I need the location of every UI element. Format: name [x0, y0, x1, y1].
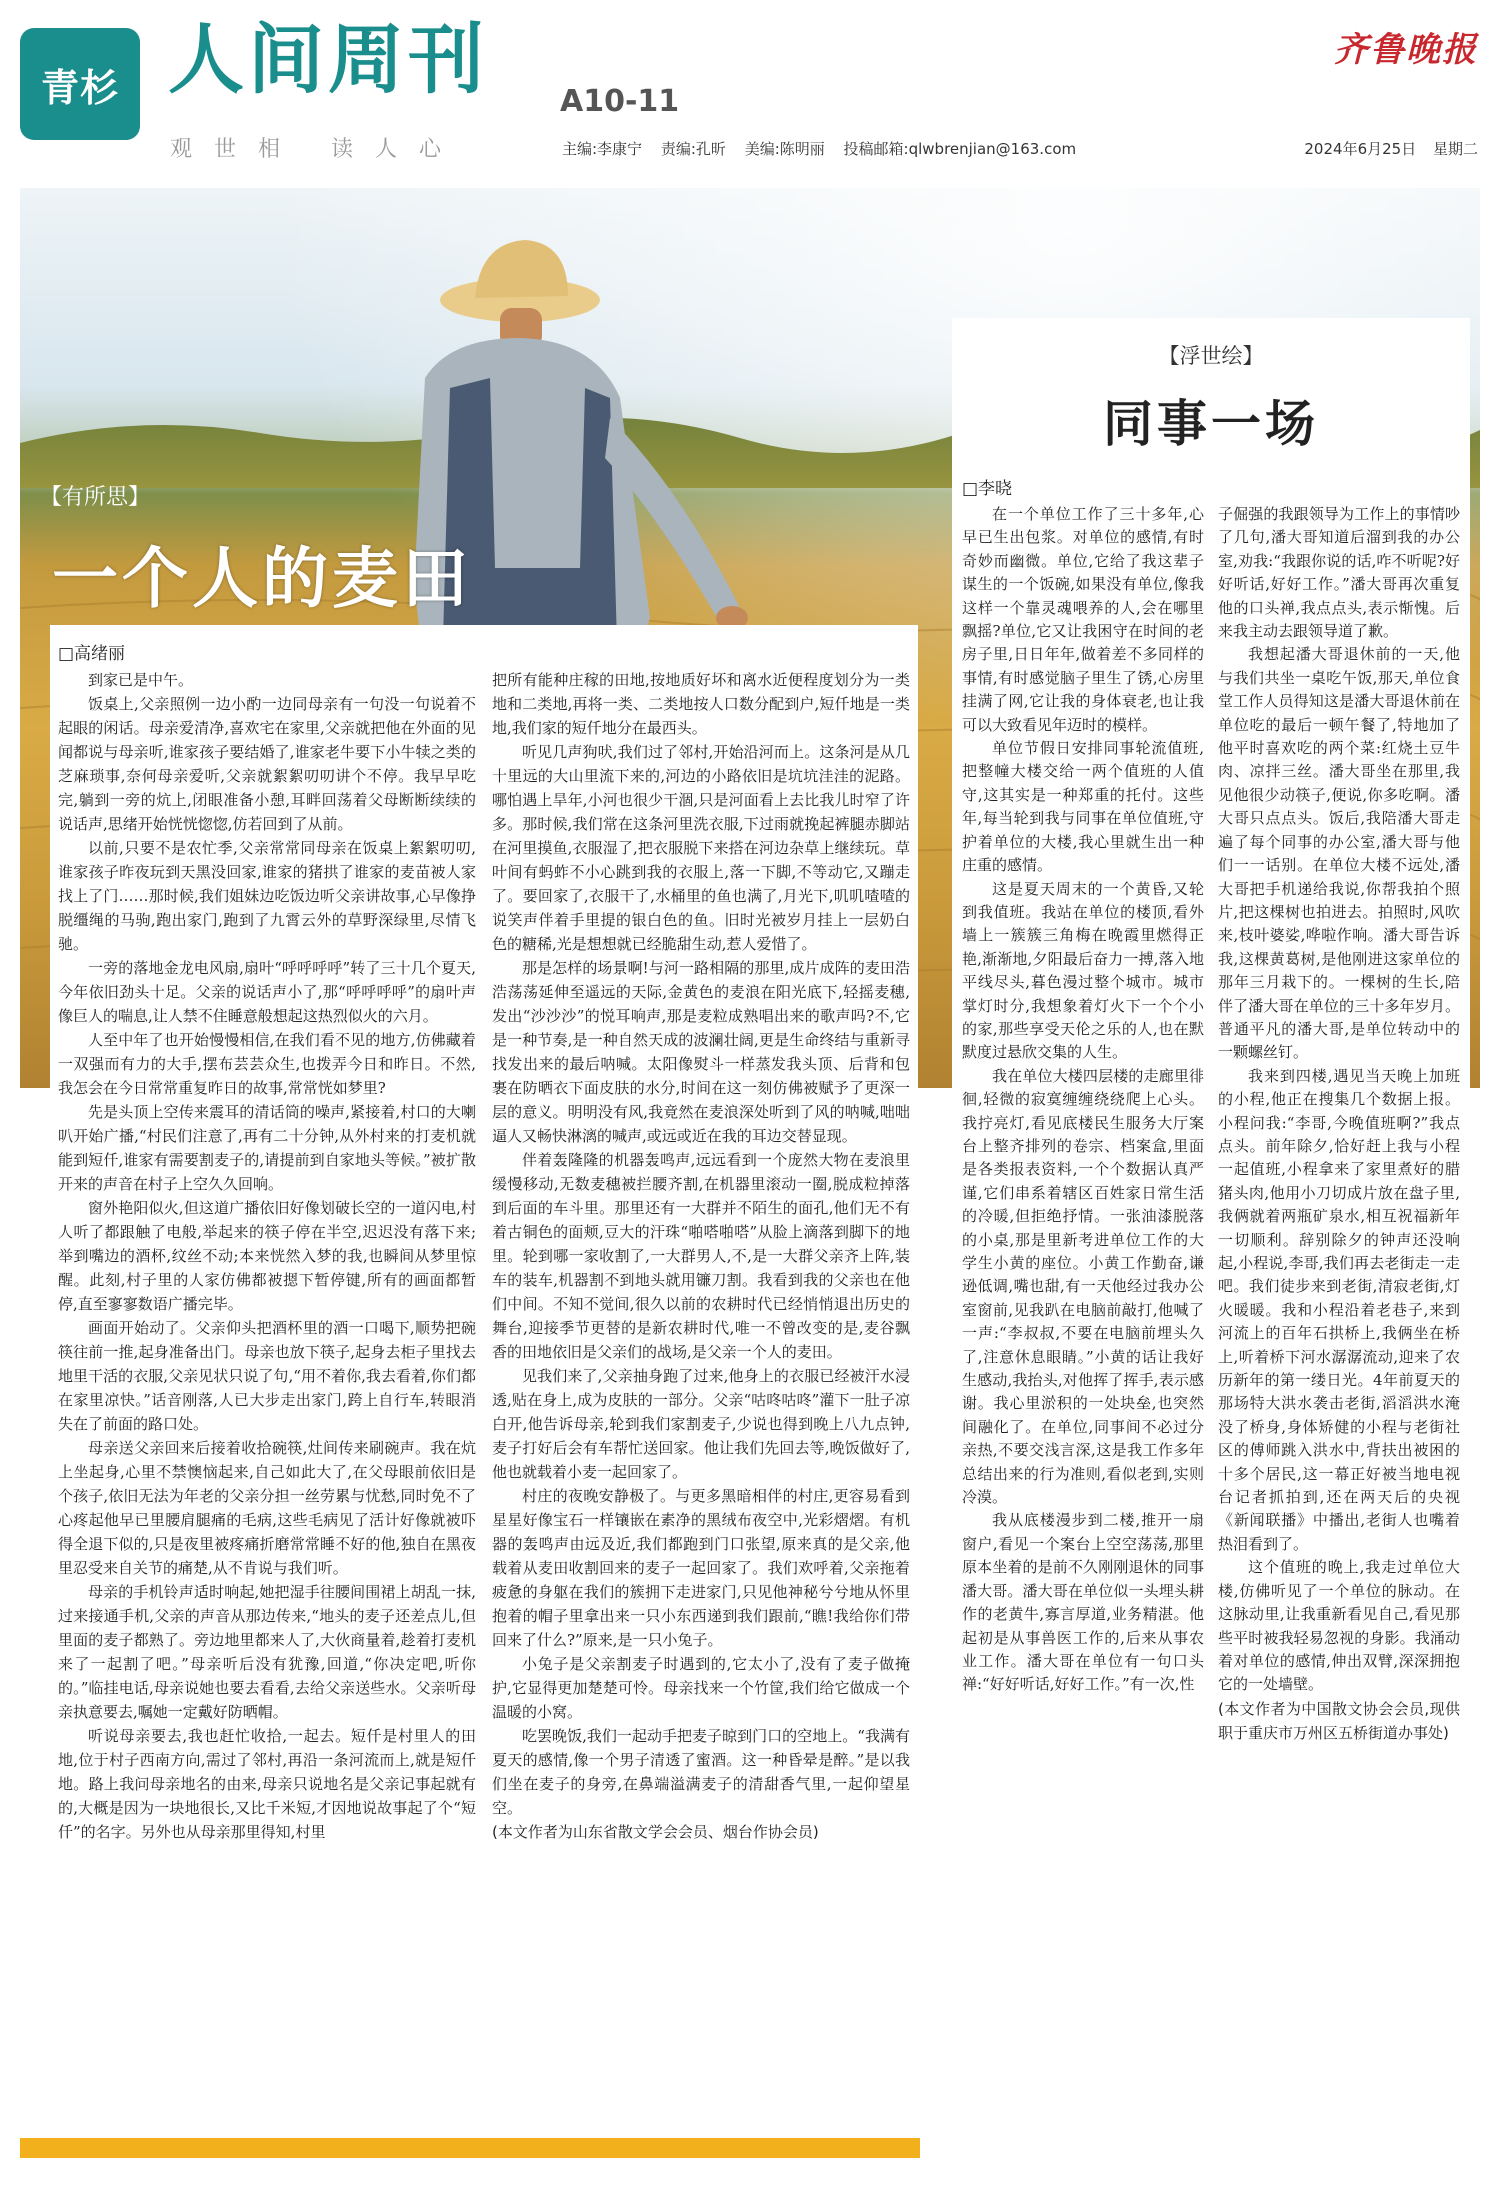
paragraph: 我想起潘大哥退休前的一天,他与我们共坐一桌吃午饭,那天,单位食堂工作人员得知这是潘大哥退休前在单位吃的最后一顿午餐了,特地加了他平时喜欢吃的两个菜:红烧土豆牛肉、凉拌三丝。潘大哥坐在那里,我见他很少动筷子,便说,你多吃啊。潘大哥只点点头。饭后,我陪潘大哥走遍了每个同事的办公室,潘大哥与他们一一话别。在单位大楼不远处,潘大哥把手机递给我说,你帮我拍个照片,把这棵树也拍进去。拍照时,风吹来,枝叶婆娑,哗啦作响。潘大哥告诉我,这棵黄葛树,是他刚进这家单位的那年三月栽下的。一棵树的生长,陪伴了潘大哥在单位的三十多年岁月。普通平凡的潘大哥,是单位转动中的一颗螺丝钉。 [1218, 645, 1460, 1062]
paragraph: 母亲的手机铃声适时响起,她把湿手往腰间围裙上胡乱一抹,过来接通手机,父亲的声音从那边传来,“地头的麦子还差点儿,但里面的麦子都熟了。旁边地里都来人了,大伙商量着,趁着打麦机来了一起割了吧。”母亲听后没有犹豫,回道,“你决定吧,听你的。”临挂电话,母亲说她也要去看看,去给父亲送些水。父亲听母亲执意要去,嘱她一定戴好防晒帽。 [58, 1583, 476, 1721]
paragraph: 子倔强的我跟领导为工作上的事情吵了几句,潘大哥知道后溜到我的办公室,劝我:“我跟你说的话,咋不听呢?好好听话,好好工作。”潘大哥再次重复他的口头禅,我点点头,表示惭愧。后来我主动去跟领导道了歉。 [1218, 505, 1460, 641]
right-article-col-2 [1218, 503, 1460, 1745]
paragraph: 这个值班的晚上,我走过单位大楼,仿佛听见了一个单位的脉动。在这脉动里,让我重新看见自己,看见那些平时被我轻易忽视的身影。我涌动着对单位的感情,伸出双臂,深深拥抱它的一处墙壁。 [1218, 1558, 1460, 1694]
left-article-columns [58, 668, 910, 1844]
paragraph: 窗外艳阳似火,但这道广播依旧好像划破长空的一道闪电,村人听了都跟触了电般,举起来的筷子停在半空,迟迟没有落下来;举到嘴边的酒杯,纹丝不动;本来恍然入梦的我,也瞬间从梦里惊醒。此刻,村子里的人家仿佛都被摁下暂停键,所有的画面都暂停,直至寥寥数语广播完毕。 [58, 1199, 476, 1313]
section-logo [20, 28, 140, 140]
right-article-author: □李晓 [962, 479, 1013, 499]
art-editor: 美编:陈明丽 [744, 140, 825, 158]
right-author-note: (本文作者为中国散文协会会员,现供职于重庆市万州区五桥街道办事处) [1218, 1699, 1460, 1742]
paragraph: 先是头顶上空传来震耳的清话筒的噪声,紧接着,村口的大喇叭开始广播,“村民们注意了,再有二十分钟,从外村来的打麦机就能到短仟,谁家有需要割麦子的,请提前到自家地头等候。”被扩散开来的声音在村子上空久久回响。 [58, 1103, 476, 1193]
left-article-author: □高绪丽 [58, 644, 126, 664]
decorative-bar [20, 2138, 920, 2158]
paragraph: 听说母亲要去,我也赶忙收拾,一起去。短仟是村里人的田地,位于村子西南方向,需过了邻村,再沿一条河流而上,就是短仟地。路上我问母亲地名的由来,母亲只说地名是父亲记事起就有的,大概是因为一块地很长,又比千米短,才因地说故事起了个“短仟”的名字。另外也从母亲那里得知,村里 [58, 1727, 476, 1841]
left-article-col-1 [58, 668, 476, 1844]
section-title: 人间周刊 [168, 15, 488, 104]
weekday-text: 星期二 [1432, 140, 1478, 158]
duty-editor: 责编:孔昕 [660, 140, 726, 158]
left-article-title: 一个人的麦田 [52, 539, 472, 617]
page-number: A10-11 [560, 84, 680, 119]
paragraph: 吃罢晚饭,我们一起动手把麦子晾到门口的空地上。“我满有夏天的感情,像一个男子清透了蜜酒。这一种昏晕是醉。”是以我们坐在麦子的身旁,在鼻端溢满麦子的清甜香气里,一起仰望星空。 [492, 1727, 910, 1817]
paragraph: 以前,只要不是农忙季,父亲常常同母亲在饭桌上絮絮叨叨,谁家孩子昨夜玩到天黑没回家,谁家的猪拱了谁家的麦苗被人家找上了门……那时候,我们姐妹边吃饭边听父亲讲故事,心早像挣脱缰绳的马驹,跑出家门,跑到了九霄云外的草野深绿里,尽情飞驰。 [58, 839, 476, 953]
left-author-note: (本文作者为山东省散文学会会员、烟台作协会员) [492, 1823, 819, 1841]
paragraph: 见我们来了,父亲抽身跑了过来,他身上的衣服已经被汗水浸透,贴在身上,成为皮肤的一部分。父亲“咕咚咕咚”灌下一肚子凉白开,他告诉母亲,轮到我们家割麦子,少说也得到晚上八九点钟,麦子打好后会有车帮忙送回家。他让我们先回去等,晚饭做好了,他也就载着小麦一起回家了。 [492, 1367, 910, 1481]
issue-date [1292, 138, 1478, 159]
paragraph: 我从底楼漫步到二楼,推开一扇窗户,看见一个案台上空空荡荡,那里原本坐着的是前不久刚刚退休的同事潘大哥。潘大哥在单位似一头埋头耕作的老黄牛,寡言厚道,业务精湛。他起初是从事兽医工作的,后来从事农业工作。潘大哥在单位有一句口头禅:“好好听话,好好工作。”有一次,性 [962, 1511, 1204, 1694]
right-article-title: 同事一场 [1103, 394, 1319, 453]
paragraph: 我在单位大楼四层楼的走廊里徘徊,轻微的寂寞缠缠绕绕爬上心头。我拧亮灯,看见底楼民生服务大厅案台上整齐排列的卷宗、档案盒,里面是各类报表资料,一个个数据认真严谨,它们串系着辖区百姓家日常生活的冷暖,但拒绝抒情。一张油漆脱落的小桌,那是里新考进单位工作的大学生小黄的座位。小黄工作勤奋,谦逊低调,嘴也甜,有一天他经过我办公室窗前,见我趴在电脑前敲打,他喊了一声:“李叔叔,不要在电脑前埋头久了,注意休息眼睛。”小黄的话让我好生感动,我抬头,对他挥了挥手,表示感谢。我心里淤积的一处块垒,也突然间融化了。在单位,同事间不必过分亲热,不要交浅言深,这是我工作多年总结出来的行为准则,看似老到,实则冷漠。 [962, 1066, 1204, 1507]
left-article [50, 625, 918, 2155]
paragraph: 母亲送父亲回来后接着收拾碗筷,灶间传来刷碗声。我在炕上坐起身,心里不禁懊恼起来,自己如此大了,在父母眼前依旧是个孩子,依旧无法为年老的父亲分担一丝劳累与忧愁,同时免不了心疼起他早已里腰肩腿痛的毛病,这些毛病见了活计好像就被吓得全退下似的,只是夜里被疼痛折磨常常睡不好的他,独自在黑夜里忍受来自关节的痛楚,从不肯说与我们听。 [58, 1439, 476, 1577]
chief-editor: 主编:李康宁 [562, 140, 643, 158]
left-article-col-2 [492, 668, 910, 1844]
paragraph: 在一个单位工作了三十多年,心早已生出包浆。对单位的感情,有时奇妙而幽微。单位,它给了我这辈子谋生的一个饭碗,如果没有单位,像我这样一个靠灵魂喂养的人,会在哪里飘摇?单位,它又让我困守在时间的老房子里,日日年年,做着差不多同样的事情,有时感觉脑子里生了锈,心房里挂满了网,它让我的身体衰老,也让我可以大致看见年迈时的模样。 [962, 505, 1204, 734]
paragraph: 人至中年了也开始慢慢相信,在我们看不见的地方,仿佛藏着一双强而有力的大手,摆布芸芸众生,也拨弄今日和昨日。不然,我怎会在今日常常重复昨日的故事,常常恍如梦里? [58, 1031, 476, 1097]
paragraph: 这是夏天周末的一个黄昏,又轮到我值班。我站在单位的楼顶,看外墙上一簇簇三角梅在晚霞里燃得正艳,渐渐地,夕阳最后奋力一搏,落入地平线尽头,暮色漫过整个城市。城市掌灯时分,我想象着灯火下一个个小的家,那些享受天伦之乐的人,也在默默度过悬欣交集的人生。 [962, 879, 1204, 1062]
paragraph: 小兔子是父亲割麦子时遇到的,它太小了,没有了麦子做掩护,它显得更加楚楚可怜。母亲找来一个竹筐,我们给它做成一个温暖的小窝。 [492, 1655, 910, 1721]
paragraph: 一旁的落地金龙电风扇,扇叶“呼呼呼呼”转了三十几个夏天,今年依旧劲头十足。父亲的说话声小了,那“呼呼呼呼”的扇叶声像巨人的喘息,让人禁不住睡意般想起这热烈似火的六月。 [58, 959, 476, 1025]
paragraph: 饭桌上,父亲照例一边小酌一边同母亲有一句没一句说着不起眼的闲话。母亲爱清净,喜欢宅在家里,父亲就把他在外面的见闻都说与母亲听,谁家孩子要结婚了,谁家老牛要下小牛犊之类的芝麻琐事,奈何母亲爱听,父亲就絮絮叨叨讲个不停。我早早吃完,躺到一旁的炕上,闭眼准备小憩,耳畔回荡着父母断断续续的说话声,思绪开始恍恍惚惚,仿若回到了从前。 [58, 695, 476, 833]
submission-email: 投稿邮箱:qlwbrenjian@163.com [843, 140, 1077, 158]
editor-credits [562, 138, 1090, 159]
left-article-kicker: 【有所思】 [40, 485, 151, 510]
right-article-kicker: 【浮世绘】 [1158, 344, 1264, 368]
right-article-columns [962, 503, 1460, 1745]
paragraph: 画面开始动了。父亲仰头把酒杯里的酒一口喝下,顺势把碗筷往前一推,起身准备出门。母亲也放下筷子,起身去柜子里找去地里干活的衣服,父亲见状只说了句,“用不着你,我去看着,你们都在家里凉快。”话音刚落,人已大步走出家门,跨上自行车,转眼消失在了前面的路口处。 [58, 1319, 476, 1433]
right-article [952, 318, 1470, 2176]
paragraph: 村庄的夜晚安静极了。与更多黑暗相伴的村庄,更容易看到星星好像宝石一样镶嵌在素净的黑绒布夜空中,光彩熠熠。有机器的轰鸣声由远及近,我们都跑到门口张望,原来真的是父亲,他载着从麦田收割回来的麦子一起回家了。我们欢呼着,父亲拖着疲惫的身躯在我们的簇拥下走进家门,只见他神秘兮兮地从怀里抱着的帽子里拿出来一只小东西递到我们跟前,“瞧!我给你们带回来了什么?”原来,是一只小兔子。 [492, 1487, 910, 1649]
paragraph: 把所有能种庄稼的田地,按地质好坏和离水近便程度划分为一类地和二类地,再将一类、二类地按人口数分配到户,短仟地是一类地,我们家的短仟地分在最西头。 [492, 671, 910, 737]
section-slogan: 观世相 读人心 [170, 137, 463, 162]
paragraph: 伴着轰隆隆的机器轰鸣声,远远看到一个庞然大物在麦浪里缓慢移动,无数麦穗被拦腰齐割,在机器里滚动一圈,脱成粒掉落到后面的车斗里。那里还有一大群并不陌生的面孔,他们无不有着古铜色的面颊,豆大的汗珠“啪嗒啪嗒”从脸上滴落到脚下的地里。轮到哪一家收割了,一大群男人,不,是一大群父亲齐上阵,装车的装车,机器割不到地头就用镰刀割。我看到我的父亲也在他们中间。不知不觉间,很久以前的农耕时代已经悄悄退出历史的舞台,迎接季节更替的是新农耕时代,唯一不曾改变的是,麦谷飘香的田地依旧是父亲们的战场,是父亲一个人的麦田。 [492, 1151, 910, 1361]
paragraph: 那是怎样的场景啊!与河一路相隔的那里,成片成阵的麦田浩浩荡荡延伸至遥远的天际,金黄色的麦浪在阳光底下,轻摇麦穗,发出“沙沙沙”的悦耳响声,那是麦粒成熟唱出来的歌声吗?不,它是一种节奏,是一种自然天成的波澜壮阔,更是生命终结与重新寻找发出来的最后呐喊。太阳像熨斗一样蒸发我头顶、后背和包裹在防晒衣下面皮肤的水分,时间在这一刻仿佛被赋予了更深一层的意义。明明没有风,我竟然在麦浪深处听到了风的呐喊,咄咄逼人又畅快淋漓的喊声,或远或近在我的耳边交替显现。 [492, 959, 910, 1145]
paragraph: 单位节假日安排同事轮流值班,把整幢大楼交给一两个值班的人值守,这其实是一种郑重的托付。这些年,每当轮到我与同事在单位值班,守护着单位的大楼,我心里就生出一种庄重的感情。 [962, 739, 1204, 875]
paragraph: 我来到四楼,遇见当天晚上加班的小程,他正在搜集几个数据上报。小程问我:“李哥,今晚值班啊?”我点点头。前年除夕,恰好赶上我与小程一起值班,小程拿来了家里煮好的腊猪头肉,他用小刀切成片放在盘子里,我俩就着两瓶矿泉水,相互祝福新年一切顺利。辞别除夕的钟声还没响起,小程说,李哥,我们再去老街走一走吧。我们徒步来到老街,清寂老街,灯火暖暖。我和小程沿着老巷子,来到河流上的百年石拱桥上,我俩坐在桥上,听着桥下河水潺潺流动,迎来了农历新年的第一缕日光。4年前夏天的那场特大洪水袭击老街,滔滔洪水淹没了桥身,身体矫健的小程与老街社区的傅师跳入洪水中,背扶出被困的十多个居民,这一幕正好被当地电视台记者抓拍到,还在两天后的央视《新闻联播》中播出,老街人也嘴着热泪看到了。 [1218, 1066, 1460, 1553]
paragraph: 到家已是中午。 [88, 671, 194, 689]
newspaper-brand: 齐鲁晚报 [1334, 30, 1478, 70]
section-logo-text: 青杉 [40, 64, 119, 110]
right-article-col-1 [962, 503, 1204, 1745]
paragraph: 听见几声狗吠,我们过了邻村,开始沿河而上。这条河是从几十里远的大山里流下来的,河边的小路依旧是坑坑洼洼的泥路。哪怕遇上旱年,小河也很少干涸,只是河面看上去比我儿时窄了许多。那时候,我们常在这条河里洗衣服,下过雨就挽起裤腿赤脚站在河里摸鱼,衣服湿了,把衣服脱下来搭在河边杂草上继续玩。草叶间有蚂蚱不小心跳到我的衣服上,落一下脚,不等动它,又蹦走了。要回家了,衣服干了,水桶里的鱼也满了,月光下,叽叽喳喳的说笑声伴着手里提的银白色的鱼。旧时光被岁月挂上一层奶白色的糖稀,光是想想就已经脆甜生动,惹人爱惜了。 [492, 743, 910, 953]
date-text: 2024年6月25日 [1304, 140, 1417, 158]
